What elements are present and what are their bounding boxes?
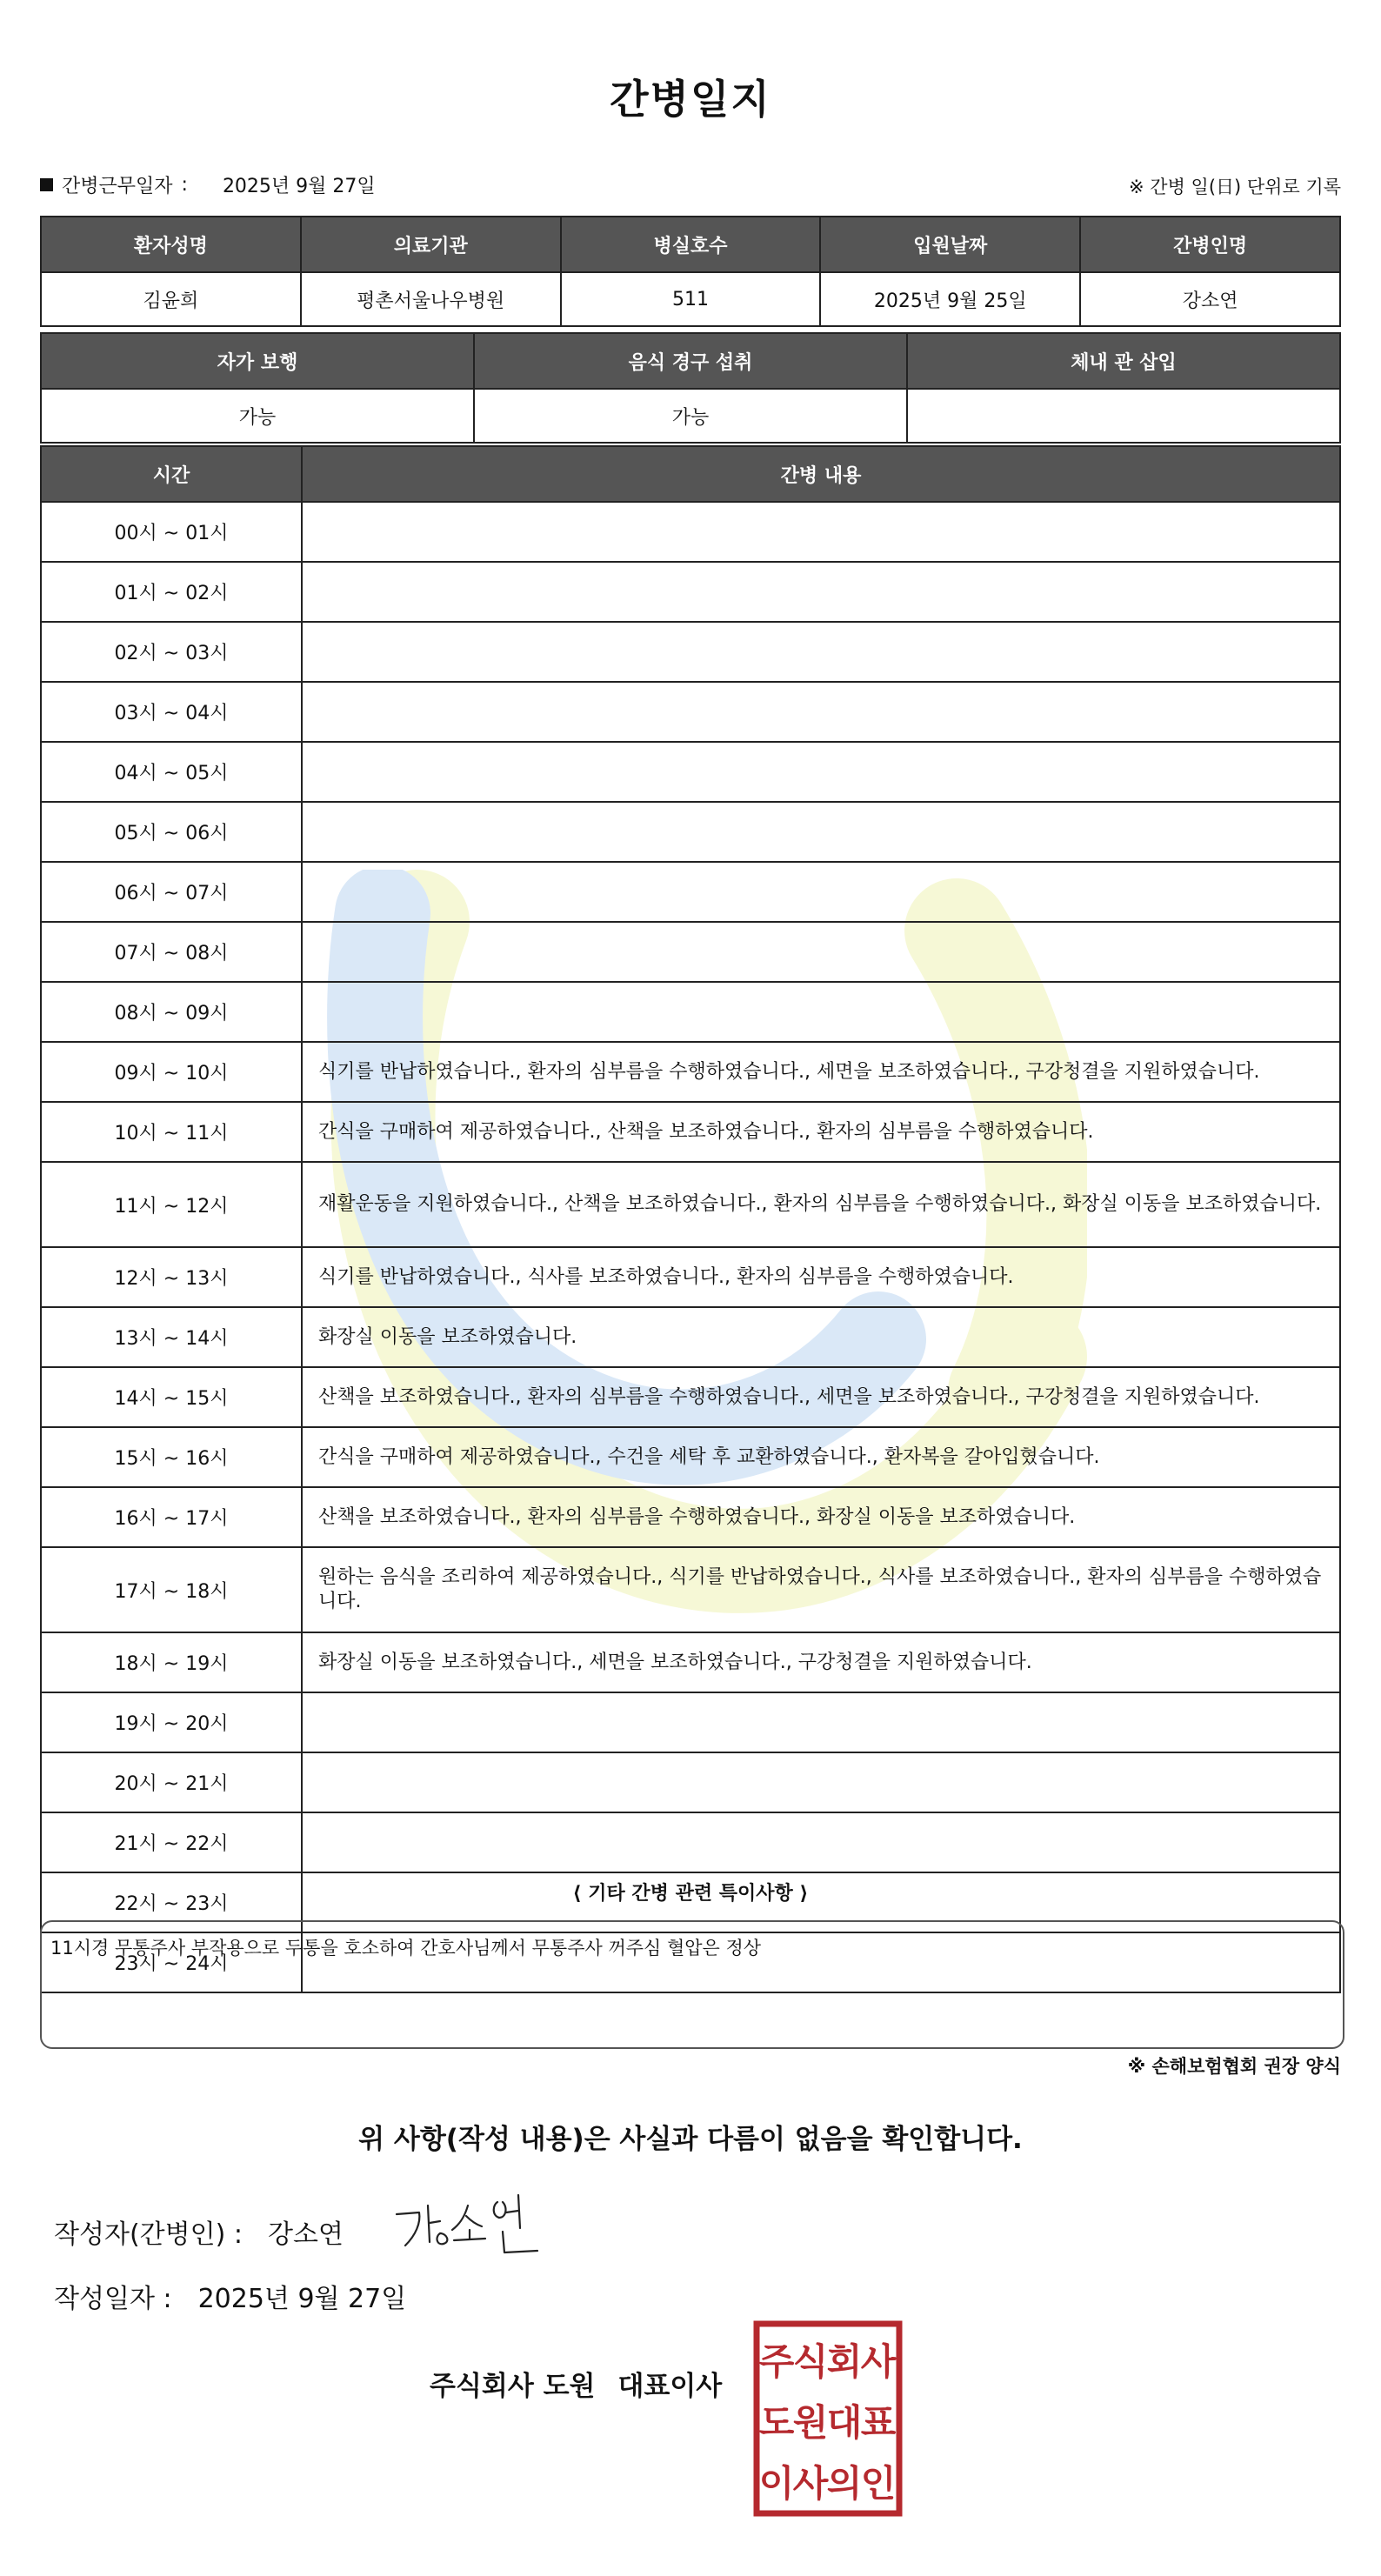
care-log-row [41,1042,1340,1102]
time-cell: 06시 ~ 07시 [41,862,302,922]
care-log-row [41,802,1340,862]
seal-character: 주 [758,2340,795,2383]
seal-character: 대 [826,2401,863,2444]
care-log-row [41,1307,1340,1367]
time-cell: 15시 ~ 16시 [41,1427,302,1487]
time-cell: 13시 ~ 14시 [41,1307,302,1367]
patient-status-table [40,332,1341,444]
write-date-label: 작성일자 : [54,2284,172,2314]
seal-character: 의 [826,2462,863,2505]
time-cell: 23시 ~ 24시 [41,1932,302,1992]
seal-character: 사 [792,2462,829,2505]
patient-info-table [40,216,1341,327]
work-date-label: 간병근무일자 [62,176,173,197]
seal-character: 회 [826,2340,863,2383]
care-log-row [41,982,1340,1042]
care-log-row [41,1427,1340,1487]
time-cell: 00시 ~ 01시 [41,502,302,562]
care-log-row [41,742,1340,802]
care-content-cell [302,682,1340,742]
time-cell: 08시 ~ 09시 [41,982,302,1042]
patient-status-value-row [41,389,1340,443]
time-cell: 22시 ~ 23시 [41,1872,302,1932]
patient-name-value: 김윤희 [41,272,301,326]
work-date-value: 2025년 9월 27일 [222,176,376,197]
care-log-row [41,1487,1340,1547]
care-log-row [41,1547,1340,1632]
care-log-row [41,922,1340,982]
time-cell: 09시 ~ 10시 [41,1042,302,1102]
care-log-row [41,1812,1340,1872]
care-content-header: 간병 내용 [302,446,1340,502]
care-log-row [41,1162,1340,1247]
time-cell: 19시 ~ 20시 [41,1692,302,1752]
care-content-cell: 식기를 반납하였습니다., 환자의 심부름을 수행하였습니다., 세면을 보조하였습니다., 구강청결을 지원하였습니다. [302,1042,1340,1102]
seal-character: 이 [758,2462,795,2505]
write-date-row [54,2277,406,2315]
time-cell: 10시 ~ 11시 [41,1102,302,1162]
company-name: 주식회사 도원 [430,2371,596,2402]
association-note: ※ 손해보험협회 권장 양식 [1127,2056,1341,2077]
care-content-cell [302,742,1340,802]
care-content-cell [302,862,1340,922]
writer-row [54,2212,344,2251]
room-header: 병실호수 [561,217,821,272]
care-log-table [40,445,1341,1993]
care-content-cell: 산책을 보조하였습니다., 환자의 심부름을 수행하였습니다., 세면을 보조하였습니다., 구강청결을 지원하였습니다. [302,1367,1340,1427]
patient-info-header-row [41,217,1340,272]
time-cell: 20시 ~ 21시 [41,1752,302,1812]
company-title: 대표이사 [617,2371,723,2402]
seal-character: 식 [792,2340,829,2383]
care-content-cell [302,982,1340,1042]
time-cell: 17시 ~ 18시 [41,1547,302,1632]
tube-insertion-value [907,389,1340,443]
care-log-row [41,622,1340,682]
care-log-row [41,1752,1340,1812]
care-content-cell: 간식을 구매하여 제공하였습니다., 산책을 보조하였습니다., 환자의 심부름을 수행하였습니다. [302,1102,1340,1162]
work-date-separator: : [181,174,188,196]
special-notes-title: ⟨ 기타 간병 관련 특이사항 ⟩ [572,1883,809,1905]
tube-insertion-header: 체내 관 삽입 [907,333,1340,389]
time-cell: 03시 ~ 04시 [41,682,302,742]
care-content-cell [302,1812,1340,1872]
care-log-row [41,1632,1340,1692]
seal-character: 원 [792,2401,829,2444]
time-cell: 21시 ~ 22시 [41,1812,302,1872]
care-content-cell [302,1752,1340,1812]
document-title: 간병일지 [610,76,771,123]
care-log-row [41,1367,1340,1427]
time-cell: 01시 ~ 02시 [41,562,302,622]
care-log-row [41,1102,1340,1162]
care-content-cell: 간식을 구매하여 제공하였습니다., 수건을 세탁 후 교환하였습니다., 환자복을 갈아입혔습니다. [302,1427,1340,1487]
patient-status-header-row [41,333,1340,389]
patient-name-header: 환자성명 [41,217,301,272]
writer-name: 강소연 [268,2219,344,2250]
oral-intake-value: 가능 [474,389,907,443]
time-cell: 05시 ~ 06시 [41,802,302,862]
seal-character: 사 [860,2340,897,2383]
time-header: 시간 [41,446,302,502]
caregiver-name-header: 간병인명 [1080,217,1340,272]
care-content-cell: 화장실 이동을 보조하였습니다., 세면을 보조하였습니다., 구강청결을 지원하였습니다. [302,1632,1340,1692]
admission-date-header: 입원날짜 [820,217,1080,272]
care-content-cell: 원하는 음식을 조리하여 제공하였습니다., 식기를 반납하였습니다., 식사를 보조하였습니다., 환자의 심부름을 수행하였습니다. [302,1547,1340,1632]
time-cell: 04시 ~ 05시 [41,742,302,802]
time-cell: 18시 ~ 19시 [41,1632,302,1692]
care-content-cell: 산책을 보조하였습니다., 환자의 심부름을 수행하였습니다., 화장실 이동을 보조하였습니다. [302,1487,1340,1547]
caregiver-name-value: 강소연 [1080,272,1340,326]
care-content-cell [302,1692,1340,1752]
admission-date-value: 2025년 9월 25일 [820,272,1080,326]
company-signoff [430,2364,722,2403]
special-notes-box [40,1920,1344,2049]
seal-character: 도 [758,2401,795,2444]
care-content-cell [302,562,1340,622]
oral-intake-header: 음식 경구 섭취 [474,333,907,389]
care-content-cell: 재활운동을 지원하였습니다., 산책을 보조하였습니다., 환자의 심부름을 수행하였습니다., 화장실 이동을 보조하였습니다. [302,1162,1340,1247]
care-log-row [41,502,1340,562]
walking-value: 가능 [41,389,474,443]
care-content-cell [302,622,1340,682]
time-cell: 14시 ~ 15시 [41,1367,302,1427]
care-log-row [41,1247,1340,1307]
care-log-row [41,562,1340,622]
room-value: 511 [561,272,821,326]
care-content-cell [302,922,1340,982]
hospital-value: 평촌서울나우병원 [301,272,561,326]
confirmation-statement: 위 사항(작성 내용)은 사실과 다름이 없음을 확인합니다. [358,2124,1023,2155]
handwritten-signature [390,2179,564,2266]
writer-label: 작성자(간병인) : [54,2219,243,2250]
care-content-cell: 화장실 이동을 보조하였습니다. [302,1307,1340,1367]
care-log-row [41,682,1340,742]
time-cell: 07시 ~ 08시 [41,922,302,982]
write-date-value: 2025년 9월 27일 [197,2284,407,2314]
time-cell: 16시 ~ 17시 [41,1487,302,1547]
care-content-cell [302,502,1340,562]
time-cell: 12시 ~ 13시 [41,1247,302,1307]
walking-header: 자가 보행 [41,333,474,389]
daily-record-note: ※ 간병 일(日) 단위로 기록 [1129,177,1341,197]
time-cell: 11시 ~ 12시 [41,1162,302,1247]
care-log-body [41,502,1340,1992]
special-notes-text: 11시경 무통주사 부작용으로 두통을 호소하여 간호사님께서 무통주사 꺼주심 혈압은 정상 [50,1938,762,1959]
care-log-row [41,1692,1340,1752]
seal-character: 표 [860,2401,897,2444]
care-content-cell: 식기를 반납하였습니다., 식사를 보조하였습니다., 환자의 심부름을 수행하였습니다. [302,1247,1340,1307]
company-seal-stamp [753,2320,903,2517]
care-content-cell [302,802,1340,862]
hospital-header: 의료기관 [301,217,561,272]
care-log-header-row [41,446,1340,502]
bullet-square-icon [40,178,53,191]
time-cell: 02시 ~ 03시 [41,622,302,682]
care-log-row [41,862,1340,922]
seal-character: 인 [860,2462,897,2505]
work-date-row [40,171,376,198]
patient-info-value-row [41,272,1340,326]
